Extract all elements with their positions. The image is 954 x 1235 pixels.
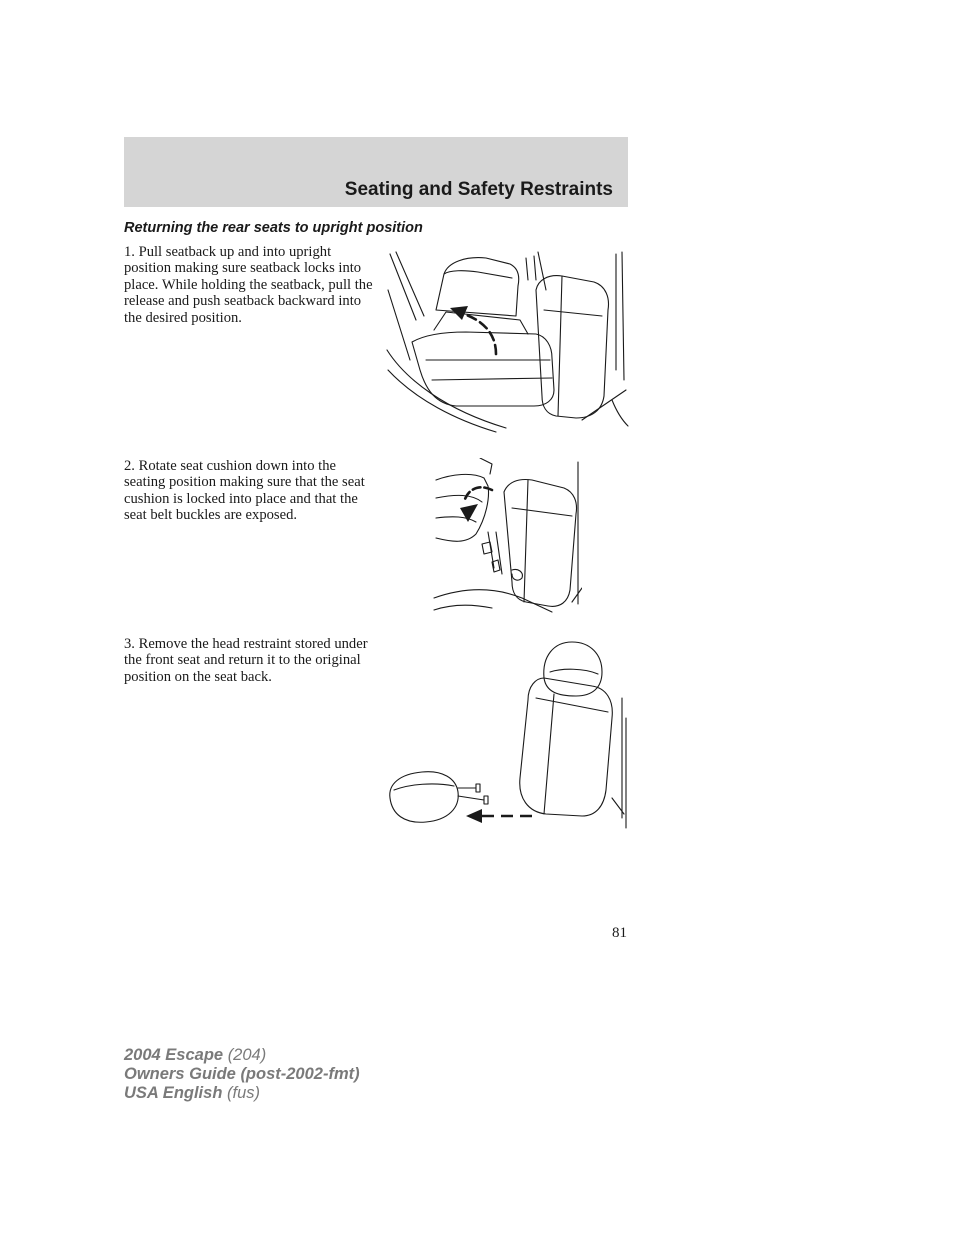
figure-head-restraint	[386, 638, 630, 832]
document-footer	[124, 1046, 360, 1103]
section-title: Seating and Safety Restraints	[344, 179, 613, 200]
step-3-text: 3. Remove the head restraint stored under the front seat and return it to the original position on the seat back.	[124, 636, 368, 685]
figure-seatback-upright	[386, 250, 630, 434]
step-2-text: 2. Rotate seat cushion down into the seating position making sure that the seat cushion is locked into place and that the seat belt buckles are exposed.	[124, 458, 365, 524]
footer-model-code: (204)	[227, 1046, 267, 1064]
footer-line-2	[124, 1065, 360, 1084]
figure-cushion-rotate	[432, 458, 582, 622]
seat-cushion-rotate-down-illustration	[432, 458, 582, 622]
head-restraint-install-illustration	[386, 638, 630, 832]
footer-language: USA English	[124, 1084, 223, 1102]
step-1-text: 1. Pull seatback up and into upright position making sure seatback locks into place. While holding the seatback, pull the release and push seatback backward into the desired position.	[124, 244, 373, 326]
procedure-heading: Returning the rear seats to upright position	[124, 220, 423, 236]
footer-line-3	[124, 1084, 360, 1103]
footer-model: 2004 Escape	[124, 1046, 224, 1064]
seatback-upright-arrow-illustration	[386, 250, 630, 434]
section-header-band	[124, 137, 628, 207]
footer-language-code: (fus)	[227, 1084, 260, 1102]
footer-guide-format: Owners Guide (post-2002-fmt)	[124, 1065, 360, 1083]
page-number: 81	[612, 925, 627, 941]
footer-line-1	[124, 1046, 360, 1065]
